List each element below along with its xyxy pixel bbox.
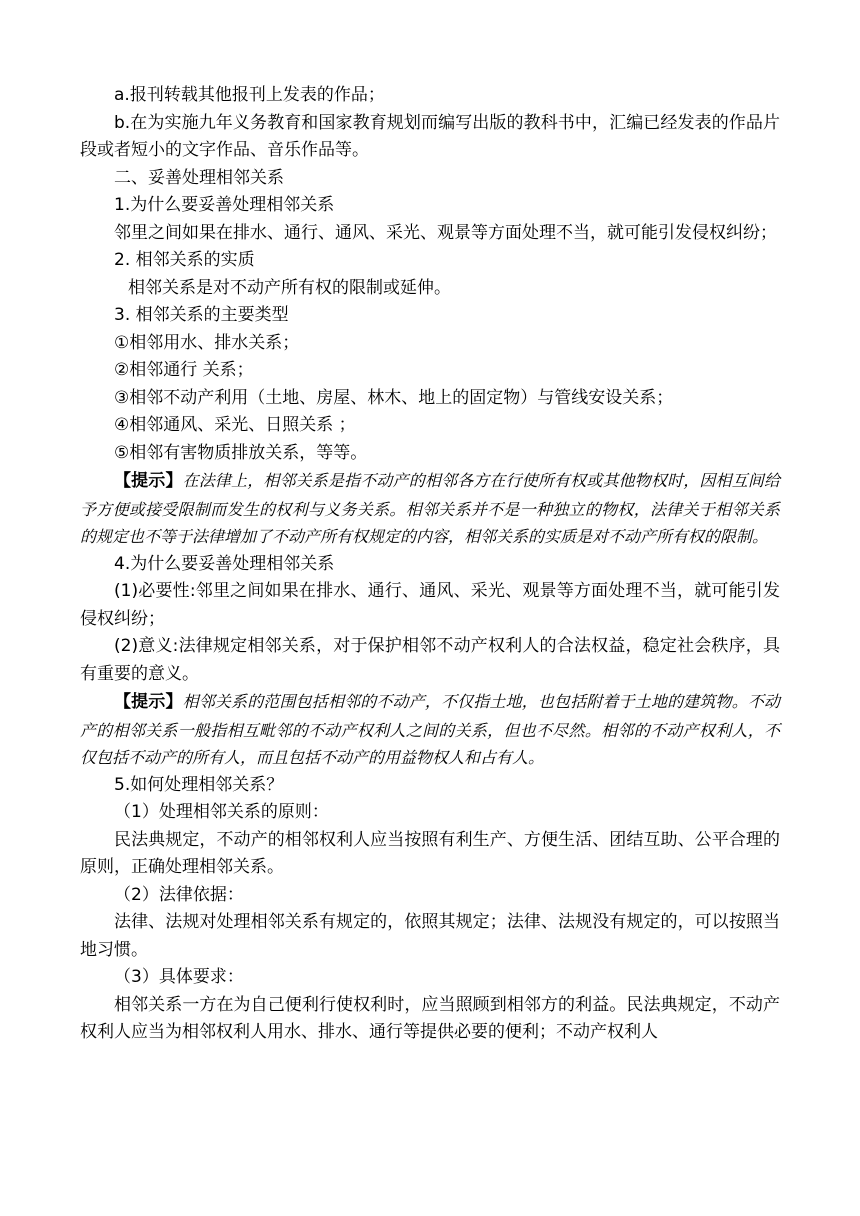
tip-text: 在法律上，相邻关系是指不动产的相邻各方在行使所有权或其他物权时，因相互间给予方便或接受限制而发生的权利与义务关系。相邻关系并不是一种独立的物权，法律关于相邻关系的规定也不等于法律增加了不动产所有权规定的内容，相邻关系的实质是对不动产所有权的限制。 bbox=[80, 471, 780, 546]
list-item: ③相邻不动产利用（土地、房屋、林木、地上的固定物）与管线安设关系； bbox=[114, 387, 674, 408]
paragraph: 法律、法规对处理相邻关系有规定的，依照其规定；法律、法规没有规定的，可以按照当地习惯。 bbox=[80, 912, 780, 960]
subheading: 2. 相邻关系的实质 bbox=[114, 250, 255, 270]
subheading: 5.如何处理相邻关系？ bbox=[114, 774, 284, 795]
paragraph: 邻里之间如果在排水、通行、通风、采光、观景等方面处理不当，就可能引发侵权纠纷； bbox=[114, 222, 777, 243]
paragraph: b.在为实施九年义务教育和国家教育规划而编写出版的教科书中，汇编已经发表的作品片段或者短小的文字作品、音乐作品等。 bbox=[80, 112, 780, 160]
tip-paragraph bbox=[80, 688, 780, 772]
subheading: 4.为什么要妥善处理相邻关系 bbox=[114, 553, 335, 574]
tip-tag: 【提示】 bbox=[114, 471, 183, 491]
subheading: （2）法律依据： bbox=[114, 884, 244, 905]
section-heading: 二、妥善处理相邻关系 bbox=[114, 167, 284, 188]
tip-tag: 【提示】 bbox=[114, 692, 183, 712]
paragraph: (2)意义:法律规定相邻关系，对于保护相邻不动产权利人的合法权益，稳定社会秩序，具有重要的意义。 bbox=[80, 636, 780, 684]
document-page bbox=[80, 82, 780, 1047]
list-item: ⑤相邻有害物质排放关系，等等。 bbox=[114, 442, 368, 463]
subheading: 1.为什么要妥善处理相邻关系 bbox=[114, 195, 335, 215]
subheading: 3. 相邻关系的主要类型 bbox=[114, 305, 289, 325]
subheading: （1）处理相邻关系的原则： bbox=[114, 802, 329, 822]
list-item: ①相邻用水、排水关系； bbox=[114, 332, 300, 353]
tip-paragraph bbox=[80, 467, 780, 551]
paragraph: 民法典规定，不动产的相邻权利人应当按照有利生产、方便生活、团结互助、公平合理的原则，正确处理相邻关系。 bbox=[80, 829, 780, 877]
subheading: （3）具体要求： bbox=[114, 967, 244, 987]
paragraph: 相邻关系是对不动产所有权的限制或延伸。 bbox=[128, 277, 451, 298]
paragraph: 相邻关系一方在为自己便利行使权利时，应当照顾到相邻方的利益。民法典规定，不动产权利人应当为相邻权利人用水、排水、通行等提供必要的便利；不动产权利人 bbox=[80, 994, 780, 1042]
list-item: ②相邻通行 关系； bbox=[114, 360, 254, 380]
paragraph: (1)必要性:邻里之间如果在排水、通行、通风、采光、观景等方面处理不当，就可能引发侵权纠纷； bbox=[80, 581, 780, 629]
paragraph: a.报刊转载其他报刊上发表的作品； bbox=[114, 85, 385, 105]
list-item: ④相邻通风、采光、日照关系 ； bbox=[114, 415, 356, 435]
tip-text: 相邻关系的范围包括相邻的不动产，不仅指土地，也包括附着于土地的建筑物。不动产的相邻关系一般指相互毗邻的不动产权利人之间的关系，但也不尽然。相邻的不动产权利人，不仅包括不动产的所有人，而且包括不动产的用益物权人和占有人。 bbox=[80, 692, 780, 767]
